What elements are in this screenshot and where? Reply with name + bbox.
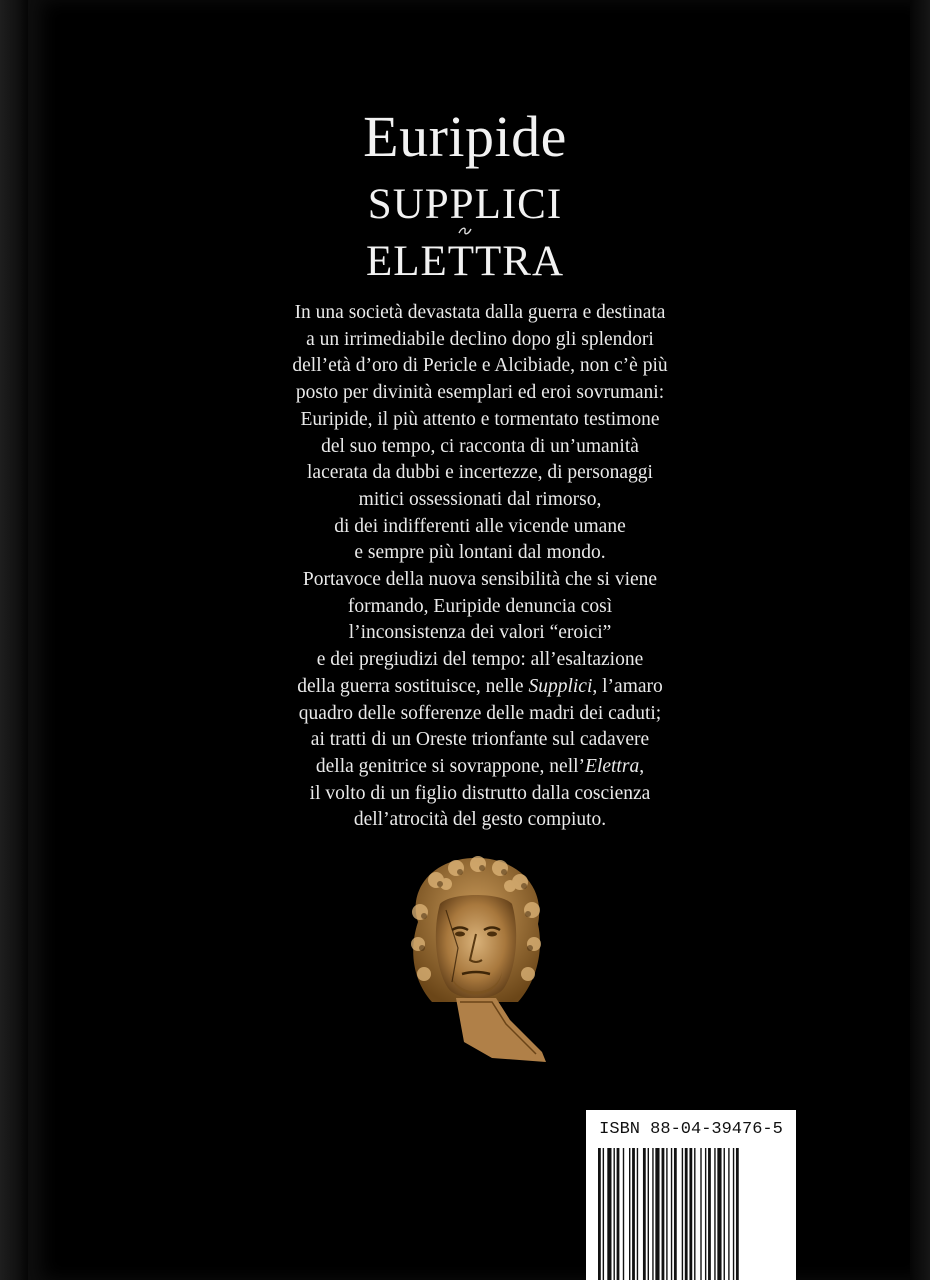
blurb-text-run: Portavoce della nuova sensibilità che si viene [302,569,658,591]
blurb-text-run: posto per divinità esemplari ed eroi sovrumani: [295,382,665,404]
blurb-text [180,300,780,834]
blurb-text-run: , l’amaro [592,675,663,697]
blurb-italic-title: Supplici [528,675,593,697]
blurb-line [180,407,780,434]
small-flourish-icon [457,224,473,238]
blurb-line [180,460,780,487]
blurb-line [180,674,780,701]
blurb-line [180,754,780,781]
blurb-text-run: lacerata da dubbi e incertezze, di personaggi [307,462,653,484]
blurb-line [180,540,780,567]
blurb-line [180,594,780,621]
blurb-text-run: formando, Euripide denuncia così [347,595,613,617]
blurb-line [180,434,780,461]
title-elettra: ELETTRA [365,238,565,285]
blurb-line [180,514,780,541]
blurb-text-run: di dei indifferenti alle vicende umane [334,515,626,537]
blurb-line [180,300,780,327]
blurb-text-run: della guerra sostituisce, nelle [297,675,529,697]
blurb-text-run: l’inconsistenza dei valori “eroici” [348,622,612,644]
blurb-text-run: ai tratti di un Oreste trionfante sul cadavere [310,729,650,751]
blurb-text-run: Euripide, il più attento e tormentato testimone [300,408,660,430]
blurb-line [180,620,780,647]
blurb-text-run: il volto di un figlio distrutto dalla coscienza [309,782,651,804]
blurb-line [180,327,780,354]
blurb-text-run: e dei pregiudizi del tempo: all’esaltazione [316,649,644,671]
barcode-icon [596,1148,786,1280]
blurb-line [180,353,780,380]
blurb-line [180,647,780,674]
blurb-line [180,487,780,514]
blurb-line [180,380,780,407]
blurb-line [180,701,780,728]
blurb-text-run: mitici ossessionati dal rimorso, [358,488,602,510]
blurb-text-run: del suo tempo, ci racconta di un’umanità [321,435,639,457]
blurb-text-run: dell’atrocità del gesto compiuto. [353,809,607,831]
blurb-italic-title: Elettra [585,755,640,777]
blurb-text-run: In una società devastata dalla guerra e destinata [294,302,666,323]
blurb-text-run: , [639,755,645,777]
title-supplici: SUPPLICI [367,181,563,228]
author-name: Euripide [363,104,567,169]
blurb-line [180,781,780,808]
blurb-text-run: e sempre più lontani dal mondo. [354,542,606,564]
isbn-barcode [586,1110,796,1280]
blurb-line [180,807,780,834]
blurb-text-run: dell’età d’oro di Pericle e Alcibiade, non c’è più [292,355,668,377]
blurb-text-run: quadro delle sofferenze delle madri dei caduti; [298,702,662,724]
sculpted-head-icon [400,852,550,1064]
blurb-line [180,567,780,594]
blurb-text-run: a un irrimediabile declino dopo gli splendori [306,328,654,350]
blurb-text-run: della genitrice si sovrappone, nell’ [315,755,586,777]
blurb-line [180,727,780,754]
isbn-number: ISBN 88-04-39476-5 [599,1120,783,1139]
